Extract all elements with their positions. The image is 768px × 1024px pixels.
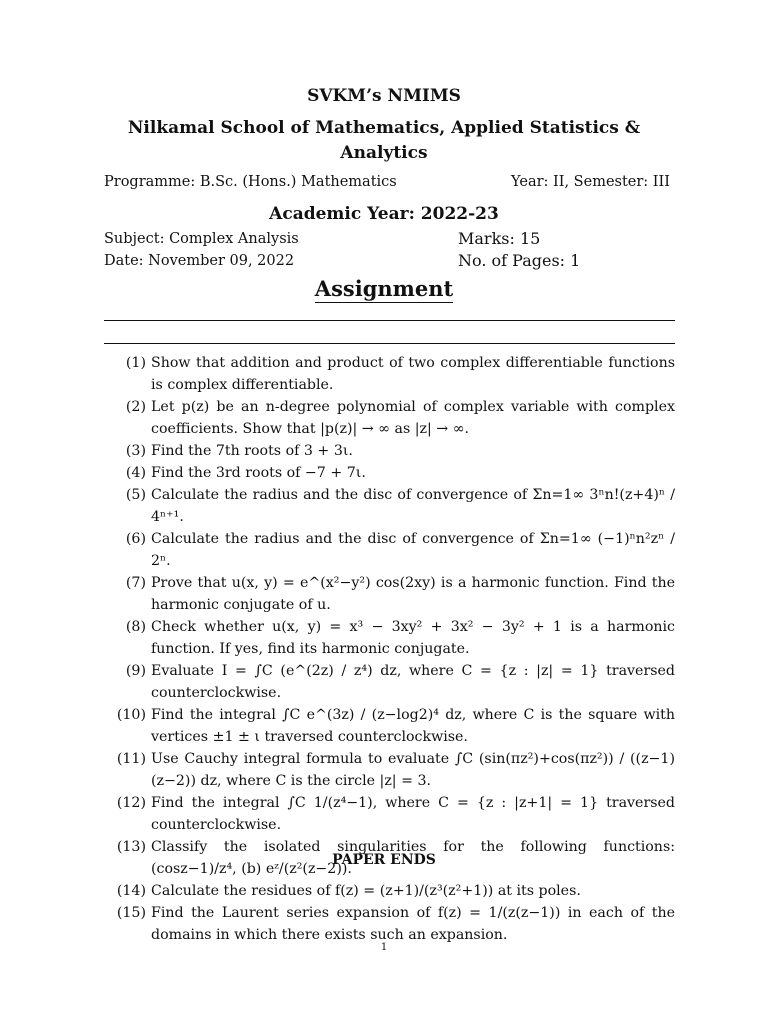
question-number: (2) — [125, 399, 146, 415]
question-item — [104, 572, 675, 616]
title-text: Assignment — [314, 276, 454, 301]
question-text: Use Cauchy integral formula to evaluate ∫C (sin(πz²)+cos(πz²)) / ((z−1)(z−2)) dz, where C is the circle |z| = 3. — [151, 751, 675, 789]
question-number: (15) — [116, 905, 146, 921]
question-item — [104, 902, 675, 946]
question-text: Prove that u(x, y) = e^(x²−y²) cos(2xy) is a harmonic function. Find the harmonic conjugate of u. — [151, 575, 675, 613]
question-number: (1) — [125, 355, 146, 371]
question-item — [104, 484, 675, 528]
question-item — [104, 616, 675, 660]
question-item — [104, 440, 675, 462]
question-number: (13) — [116, 839, 146, 855]
question-text: Calculate the residues of f(z) = (z+1)/(z³(z²+1)) at its poles. — [151, 883, 581, 899]
question-text: Find the integral ∫C e^(3z) / (z−log2)⁴ dz, where C is the square with vertices ±1 ± ι traversed counterclockwise. — [151, 707, 675, 745]
question-number: (7) — [125, 575, 146, 591]
question-number: (10) — [116, 707, 146, 723]
year-semester: Year: II, Semester: III — [511, 174, 670, 190]
question-number: (5) — [125, 487, 146, 503]
academic-year: Academic Year: 2022-23 — [269, 204, 499, 224]
programme: Programme: B.Sc. (Hons.) Mathematics — [104, 174, 397, 190]
question-item — [104, 792, 675, 836]
page-title — [0, 276, 768, 301]
question-text: Find the 7th roots of 3 + 3ι. — [151, 443, 353, 459]
question-number: (6) — [125, 531, 146, 547]
divider-bottom — [104, 343, 675, 344]
institution-name: SVKM’s NMIMS — [307, 86, 461, 106]
question-text: Evaluate I = ∫C (e^(2z) / z⁴) dz, where C = {z : |z| = 1} traversed counterclockwise. — [151, 663, 675, 701]
page-number: 1 — [380, 942, 388, 953]
page-count: No. of Pages: 1 — [458, 251, 581, 270]
question-text: Calculate the radius and the disc of convergence of Σn=1∞ 3ⁿn!(z+4)ⁿ / 4ⁿ⁺¹. — [151, 487, 675, 525]
paper-ends: PAPER ENDS — [332, 852, 436, 868]
question-number: (8) — [125, 619, 146, 635]
subject: Subject: Complex Analysis — [104, 231, 299, 247]
question-number: (9) — [125, 663, 146, 679]
question-text: Let p(z) be an n-degree polynomial of complex variable with complex coefficients. Show that |p(z)| → ∞ as |z| → ∞. — [151, 399, 675, 437]
question-item — [104, 528, 675, 572]
question-number: (4) — [125, 465, 146, 481]
question-text: Find the 3rd roots of −7 + 7ι. — [151, 465, 366, 481]
school-name: Nilkamal School of Mathematics, Applied Statistics & Analytics — [127, 118, 641, 163]
question-item — [104, 396, 675, 440]
question-item — [104, 704, 675, 748]
question-text: Check whether u(x, y) = x³ − 3xy² + 3x² − 3y² + 1 is a harmonic function. If yes, find its harmonic conjugate. — [151, 619, 675, 657]
divider-top — [104, 320, 675, 321]
question-text: Show that addition and product of two complex differentiable functions is complex differentiable. — [151, 355, 675, 393]
question-item — [104, 660, 675, 704]
question-text: Calculate the radius and the disc of convergence of Σn=1∞ (−1)ⁿn²zⁿ / 2ⁿ. — [151, 531, 675, 569]
question-item — [104, 462, 675, 484]
question-number: (11) — [116, 751, 146, 767]
exam-date: Date: November 09, 2022 — [104, 253, 295, 269]
question-item — [104, 748, 675, 792]
question-item — [104, 352, 675, 396]
question-text: Find the integral ∫C 1/(z⁴−1), where C = {z : |z+1| = 1} traversed counterclockwise. — [151, 795, 675, 833]
marks: Marks: 15 — [458, 229, 541, 248]
question-number: (12) — [116, 795, 146, 811]
question-text: Find the Laurent series expansion of f(z) = 1/(z(z−1)) in each of the domains in which there exists such an expansion. — [151, 905, 675, 943]
question-number: (3) — [125, 443, 146, 459]
question-text: Classify the isolated singularities for the following functions: (cosz−1)/z⁴, (b) eᶻ/(z²(z−2)). — [151, 839, 675, 877]
question-number: (14) — [116, 883, 146, 899]
question-item — [104, 880, 675, 902]
